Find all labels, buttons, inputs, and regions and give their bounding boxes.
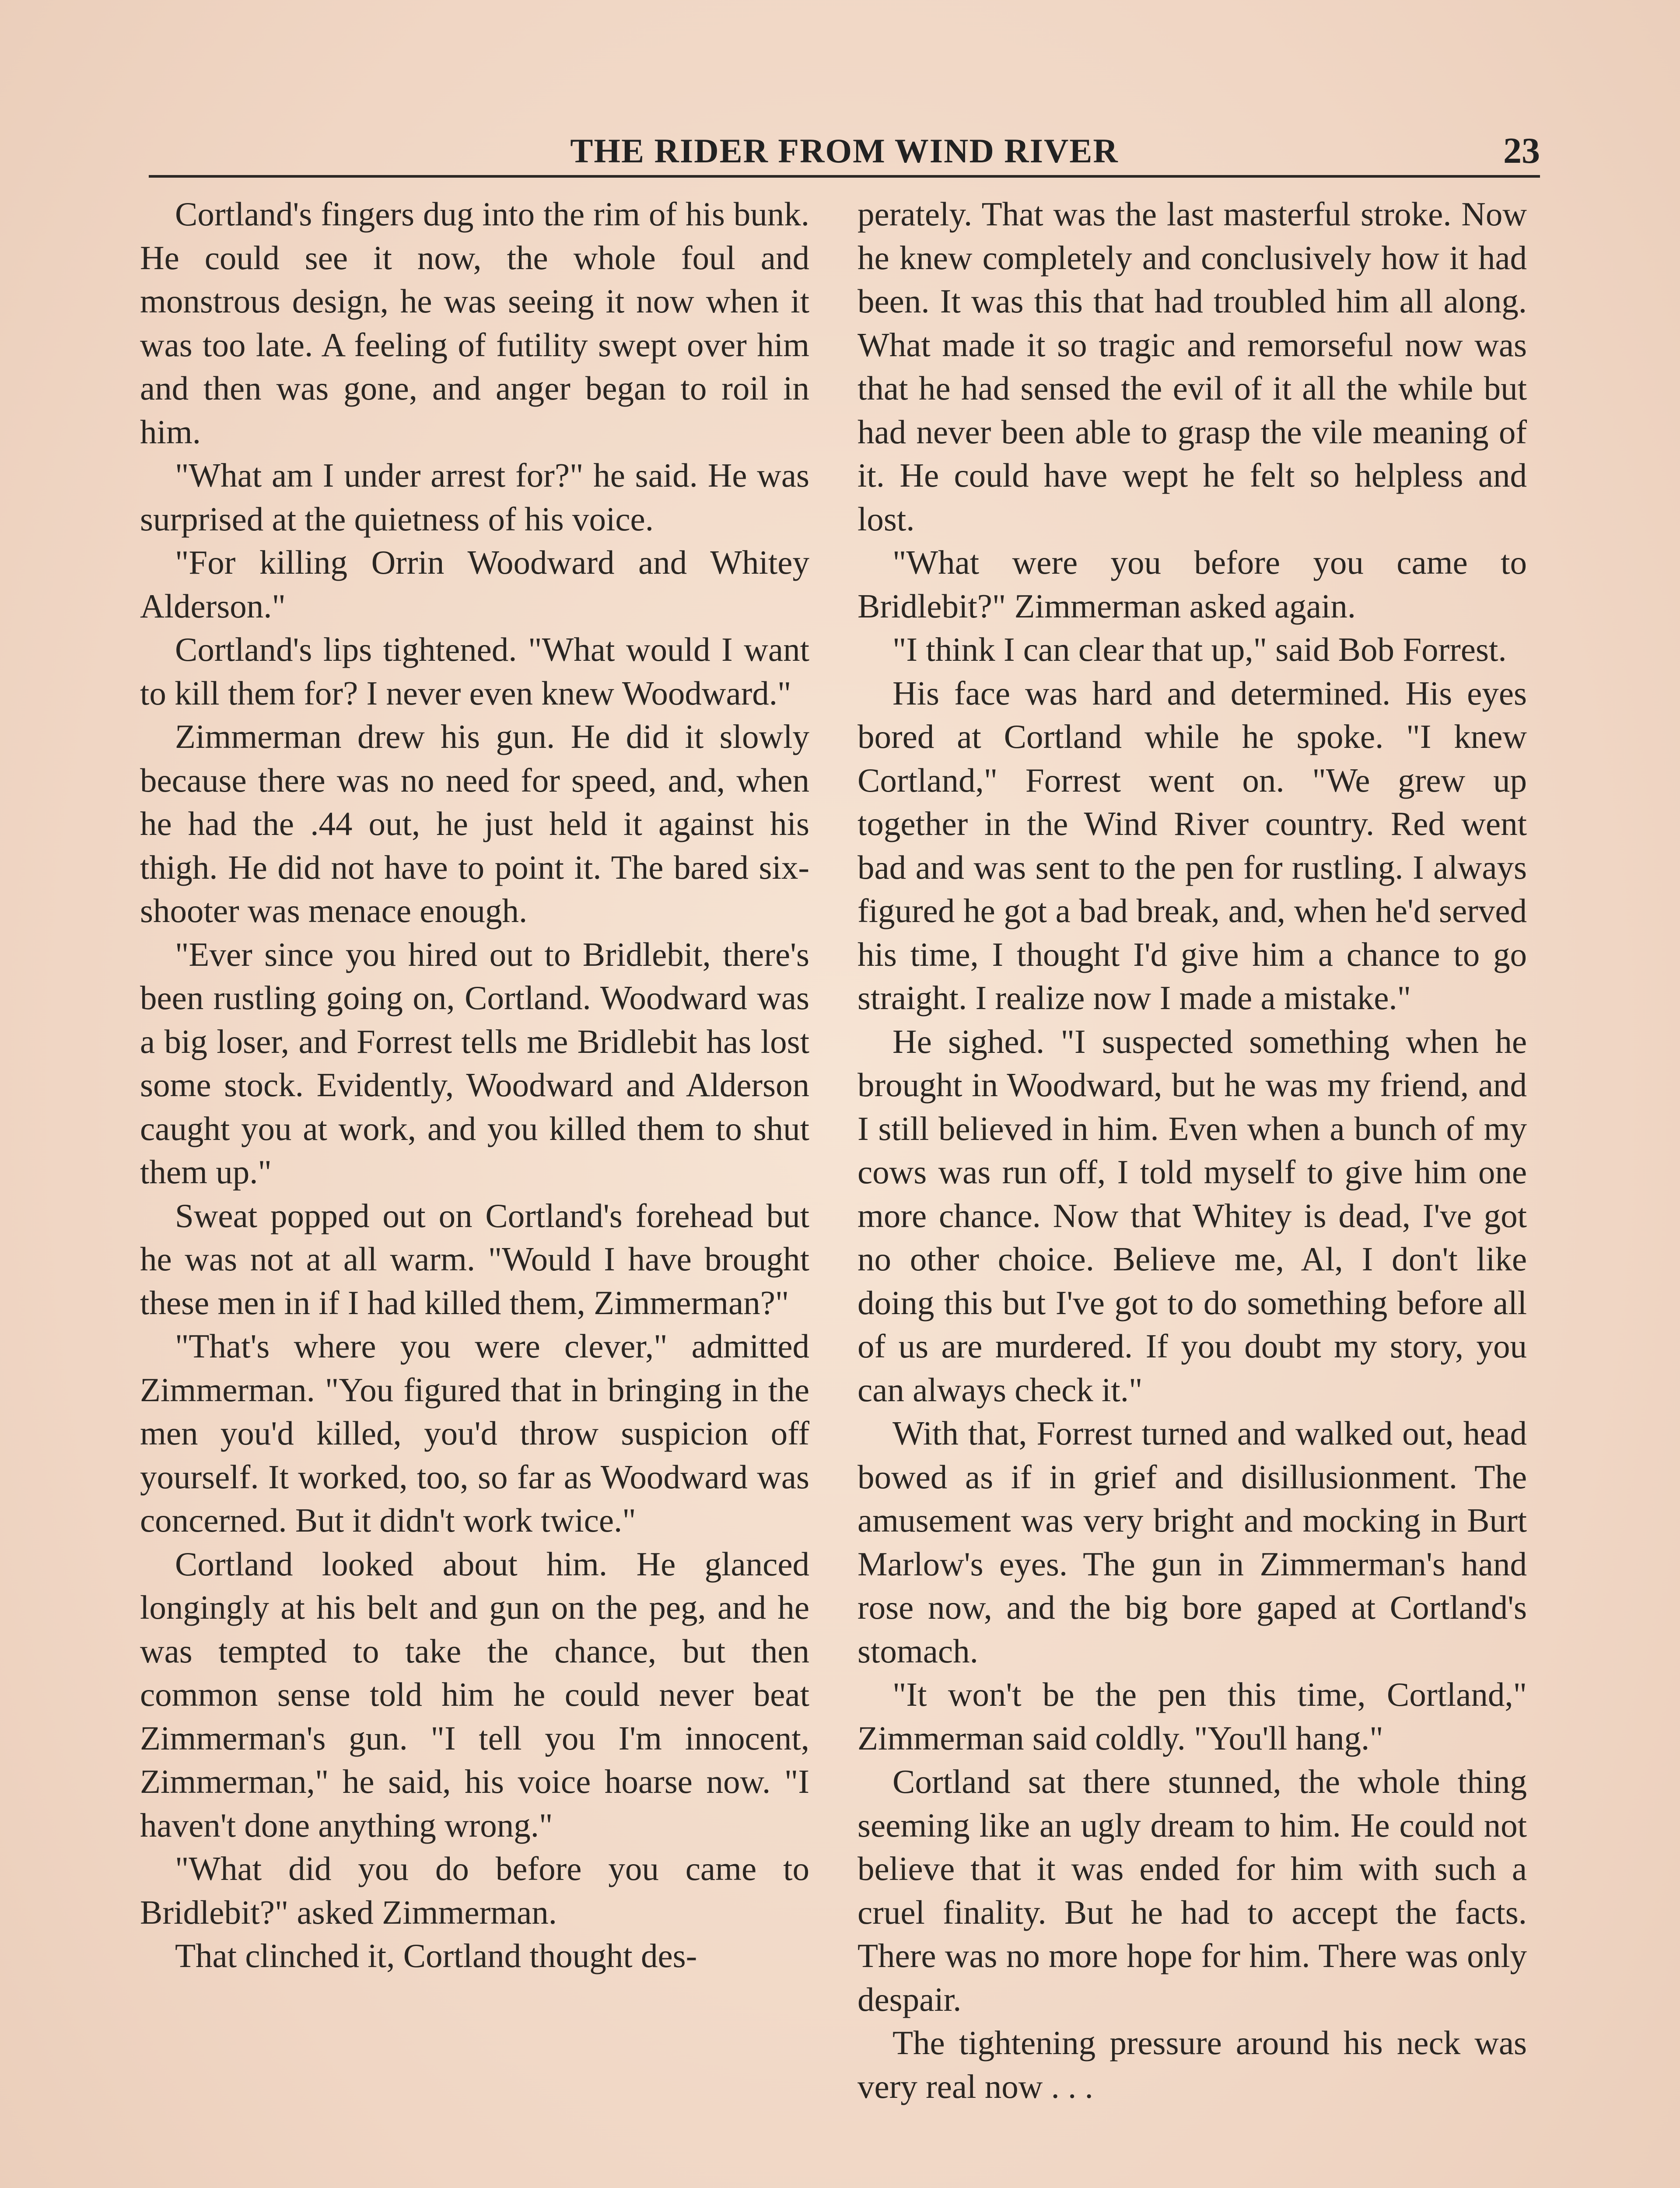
paragraph: Cortland's fingers dug into the rim of his bunk. He could see it now, the whole foul and monstrous design, he was seeing it now when it was too late. A feeling of futility swept over him and then was gone, and anger began to roil in him. bbox=[140, 195, 809, 451]
paragraph: "What am I under arrest for?" he said. He was surprised at the quietness of his voice. bbox=[140, 456, 809, 538]
paragraph: That clinched it, Cortland thought des- bbox=[175, 1937, 697, 1974]
page-header bbox=[149, 127, 1540, 178]
paragraph: "What did you do before you came to Bridlebit?" asked Zimmerman. bbox=[140, 1850, 809, 1931]
paragraph: Cortland looked about him. He glanced longingly at his belt and gun on the peg, and he was tempted to take the chance, but then common sense told him he could never beat Zimmerman's gun. "I tell you I'm innocent, Zimmerman," he said, his voice hoarse now. "I haven't done anything wrong." bbox=[140, 1545, 809, 1844]
paragraph: "I think I can clear that up," said Bob Forrest. bbox=[892, 631, 1507, 668]
paragraph: Sweat popped out on Cortland's forehead but he was not at all warm. "Would I have brought these men in if I had killed them, Zimmerman?" bbox=[140, 1196, 809, 1322]
left-column bbox=[140, 193, 809, 1978]
paragraph: He sighed. "I suspected something when he brought in Woodward, but he was my friend, and I still believed in him. Even when a bunch of my cows was run off, I told myself to give him one more chance. Now that Whitey is dead, I've got no other choice. Believe me, Al, I don't like doing this but I've got to do something before all of us are murdered. If you doubt my story, you can always check it." bbox=[858, 1022, 1527, 1409]
paragraph-continued: perately. That was the last masterful stroke. Now he knew completely and conclusively how it had been. It was this that had troubled him all along. What made it so tragic and remorseful now was that he had sensed the evil of it all the while but had never been able to grasp the vile meaning of it. He could have wept he felt so helpless and lost. bbox=[858, 195, 1527, 538]
paragraph: Cortland sat there stunned, the whole thing seeming like an ugly dream to him. He could not believe that it was ended for him with such a cruel finality. But he had to accept the facts. There was no more hope for him. There was only despair. bbox=[858, 1763, 1527, 2018]
page-number: 23 bbox=[1503, 130, 1540, 171]
paragraph: "For killing Orrin Woodward and Whitey Alderson." bbox=[140, 543, 809, 625]
paragraph: Zimmerman drew his gun. He did it slowly because there was no need for speed, and, when he had the .44 out, he just held it against his thigh. He did not have to point it. The bared six-shooter was menace enough. bbox=[140, 718, 809, 929]
paragraph: Cortland's lips tightened. "What would I want to kill them for? I never even knew Woodward." bbox=[140, 631, 809, 712]
paragraph: "That's where you were clever," admitted Zimmerman. "You figured that in bringing in the men you'd killed, you'd throw suspicion off yourself. It worked, too, so far as Woodward was concerned. But it didn't work twice." bbox=[140, 1327, 809, 1539]
paragraph: "Ever since you hired out to Bridlebit, there's been rustling going on, Cortland. Woodward was a big loser, and Forrest tells me Bridlebit has lost some stock. Evidently, Woodward and Alderson caught you at work, and you killed them to shut them up." bbox=[140, 935, 809, 1191]
paragraph: The tightening pressure around his neck was very real now . . . bbox=[858, 2024, 1527, 2105]
paragraph: His face was hard and determined. His eyes bored at Cortland while he spoke. "I knew Cortland," Forrest went on. "We grew up together in the Wind River country. Red went bad and was sent to the pen for rustling. I always figured he got a bad break, and, when he'd served his time, I thought I'd give him a chance to go straight. I realize now I made a mistake." bbox=[858, 674, 1527, 1017]
paragraph: "What were you before you came to Bridlebit?" Zimmerman asked again. bbox=[858, 543, 1527, 625]
running-title: THE RIDER FROM WIND RIVER bbox=[570, 132, 1119, 170]
paragraph: With that, Forrest turned and walked out, head bowed as if in grief and disillusionment. The amusement was very bright and mocking in Burt Marlow's eyes. The gun in Zimmerman's hand rose now, and the big bore gaped at Cortland's stomach. bbox=[858, 1414, 1527, 1670]
paragraph: "It won't be the pen this time, Cortland," Zimmerman said coldly. "You'll hang." bbox=[858, 1676, 1527, 1757]
right-column bbox=[858, 193, 1527, 2108]
